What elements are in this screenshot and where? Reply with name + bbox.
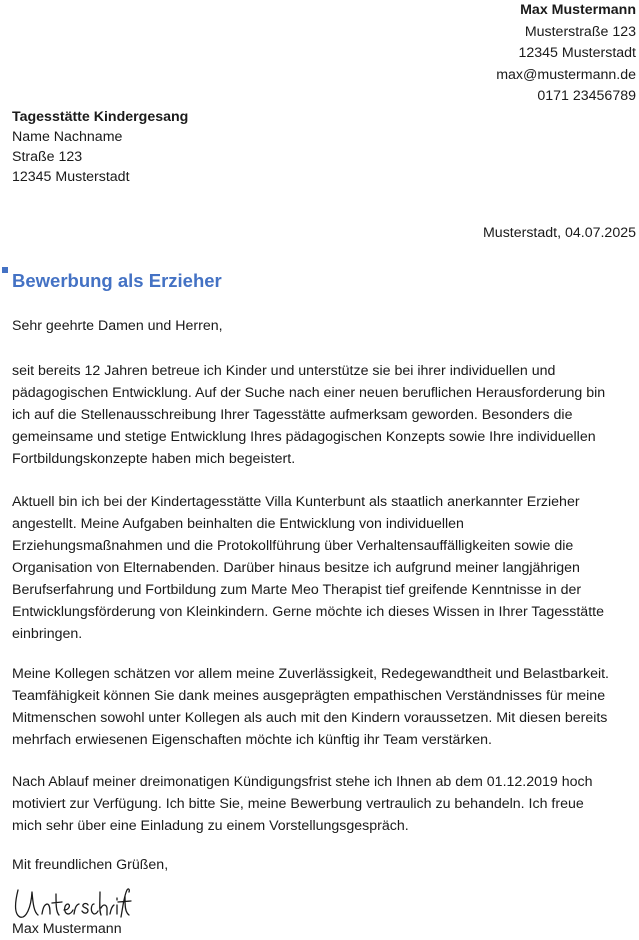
signature-scribble [12, 884, 132, 922]
recipient-street: Straße 123 [12, 149, 83, 165]
closing-phrase: Mit freundlichen Grüßen, [12, 857, 169, 873]
body-paragraph-4: Nach Ablauf meiner dreimonatigen Kündigungsfrist stehe ich Ihnen ab dem 01.12.2019 hoch motiviert zur Verfügung. Ich bitte Sie, meine Bewerbung vertraulich zu behandeln. Ich freue mich sehr über eine Einladung zu einem Vorstellungsgespräch. [12, 774, 593, 834]
recipient-city: 12345 Musterstadt [12, 169, 130, 185]
letter-date: Musterstadt, 04.07.2025 [482, 225, 636, 241]
body-paragraph-1: seit bereits 12 Jahren betreue ich Kinder und unterstütze sie bei ihrer individuellen und pädagogischen Entwicklung. Auf der Suche nach einer neuen beruflichen Herausforderung bin ich auf die Stellenausschreibung Ihrer Tagesstätte aufmerksam geworden. Besonders die gemeinsame und stetige Entwicklung Ihres pädagogischen Konzepts sowie Ihre individuellen Fortbildungskonzepte haben mich begeistert. [12, 363, 606, 467]
body-paragraph-3: Meine Kollegen schätzen vor allem meine Zuverlässigkeit, Redegewandtheit und Belastbarkeit. Teamfähigkeit können Sie dank meines ausgeprägten empathischen Verständnisses für meine Mitmenschen sowohl unter Kollegen als auch mit den Kindern voraussetzen. Mit diesen bereits mehrfach erwiesenen Eigenschaften möchte ich künftig ihr Team verstärken. [12, 666, 609, 748]
recipient-company: Tagesstätte Kindergesang [12, 109, 189, 125]
heading-marker [2, 267, 8, 273]
recipient-contact: Name Nachname [12, 129, 123, 145]
signer-name: Max Mustermann [12, 921, 122, 937]
sender-street: Musterstraße 123 [524, 23, 636, 40]
sender-phone: 0171 23456789 [537, 88, 636, 104]
recipient-block [12, 107, 188, 187]
sender-name: Max Mustermann [520, 2, 636, 18]
sender-email: max@mustermann.de [496, 66, 636, 83]
sender-city: 12345 Musterstadt [518, 45, 636, 61]
body-paragraph-2: Aktuell bin ich bei der Kindertagesstätte Villa Kunterbunt als staatlich anerkannter Erzieher angestellt. Meine Aufgaben beinhalten die Entwicklung von individuellen Erziehungsmaßnahmen und die Protokollführung über Verhaltensauffälligkeiten sowie die Organisation von Elternabenden. Darüber hinaus besitze ich aufgrund meiner langjährigen Berufserfahrung und Fortbildung zum Marte Meo Therapist tief greifende Kenntnisse in der Entwicklungsförderung von Kleinkindern. Gerne möchte ich dieses Wissen in Ihrer Tagesstätte einbringen. [12, 494, 604, 642]
letter-subject: Bewerbung als Erzieher [12, 270, 222, 291]
sender-block [496, 0, 636, 108]
salutation: Sehr geehrte Damen und Herren, [12, 318, 223, 334]
